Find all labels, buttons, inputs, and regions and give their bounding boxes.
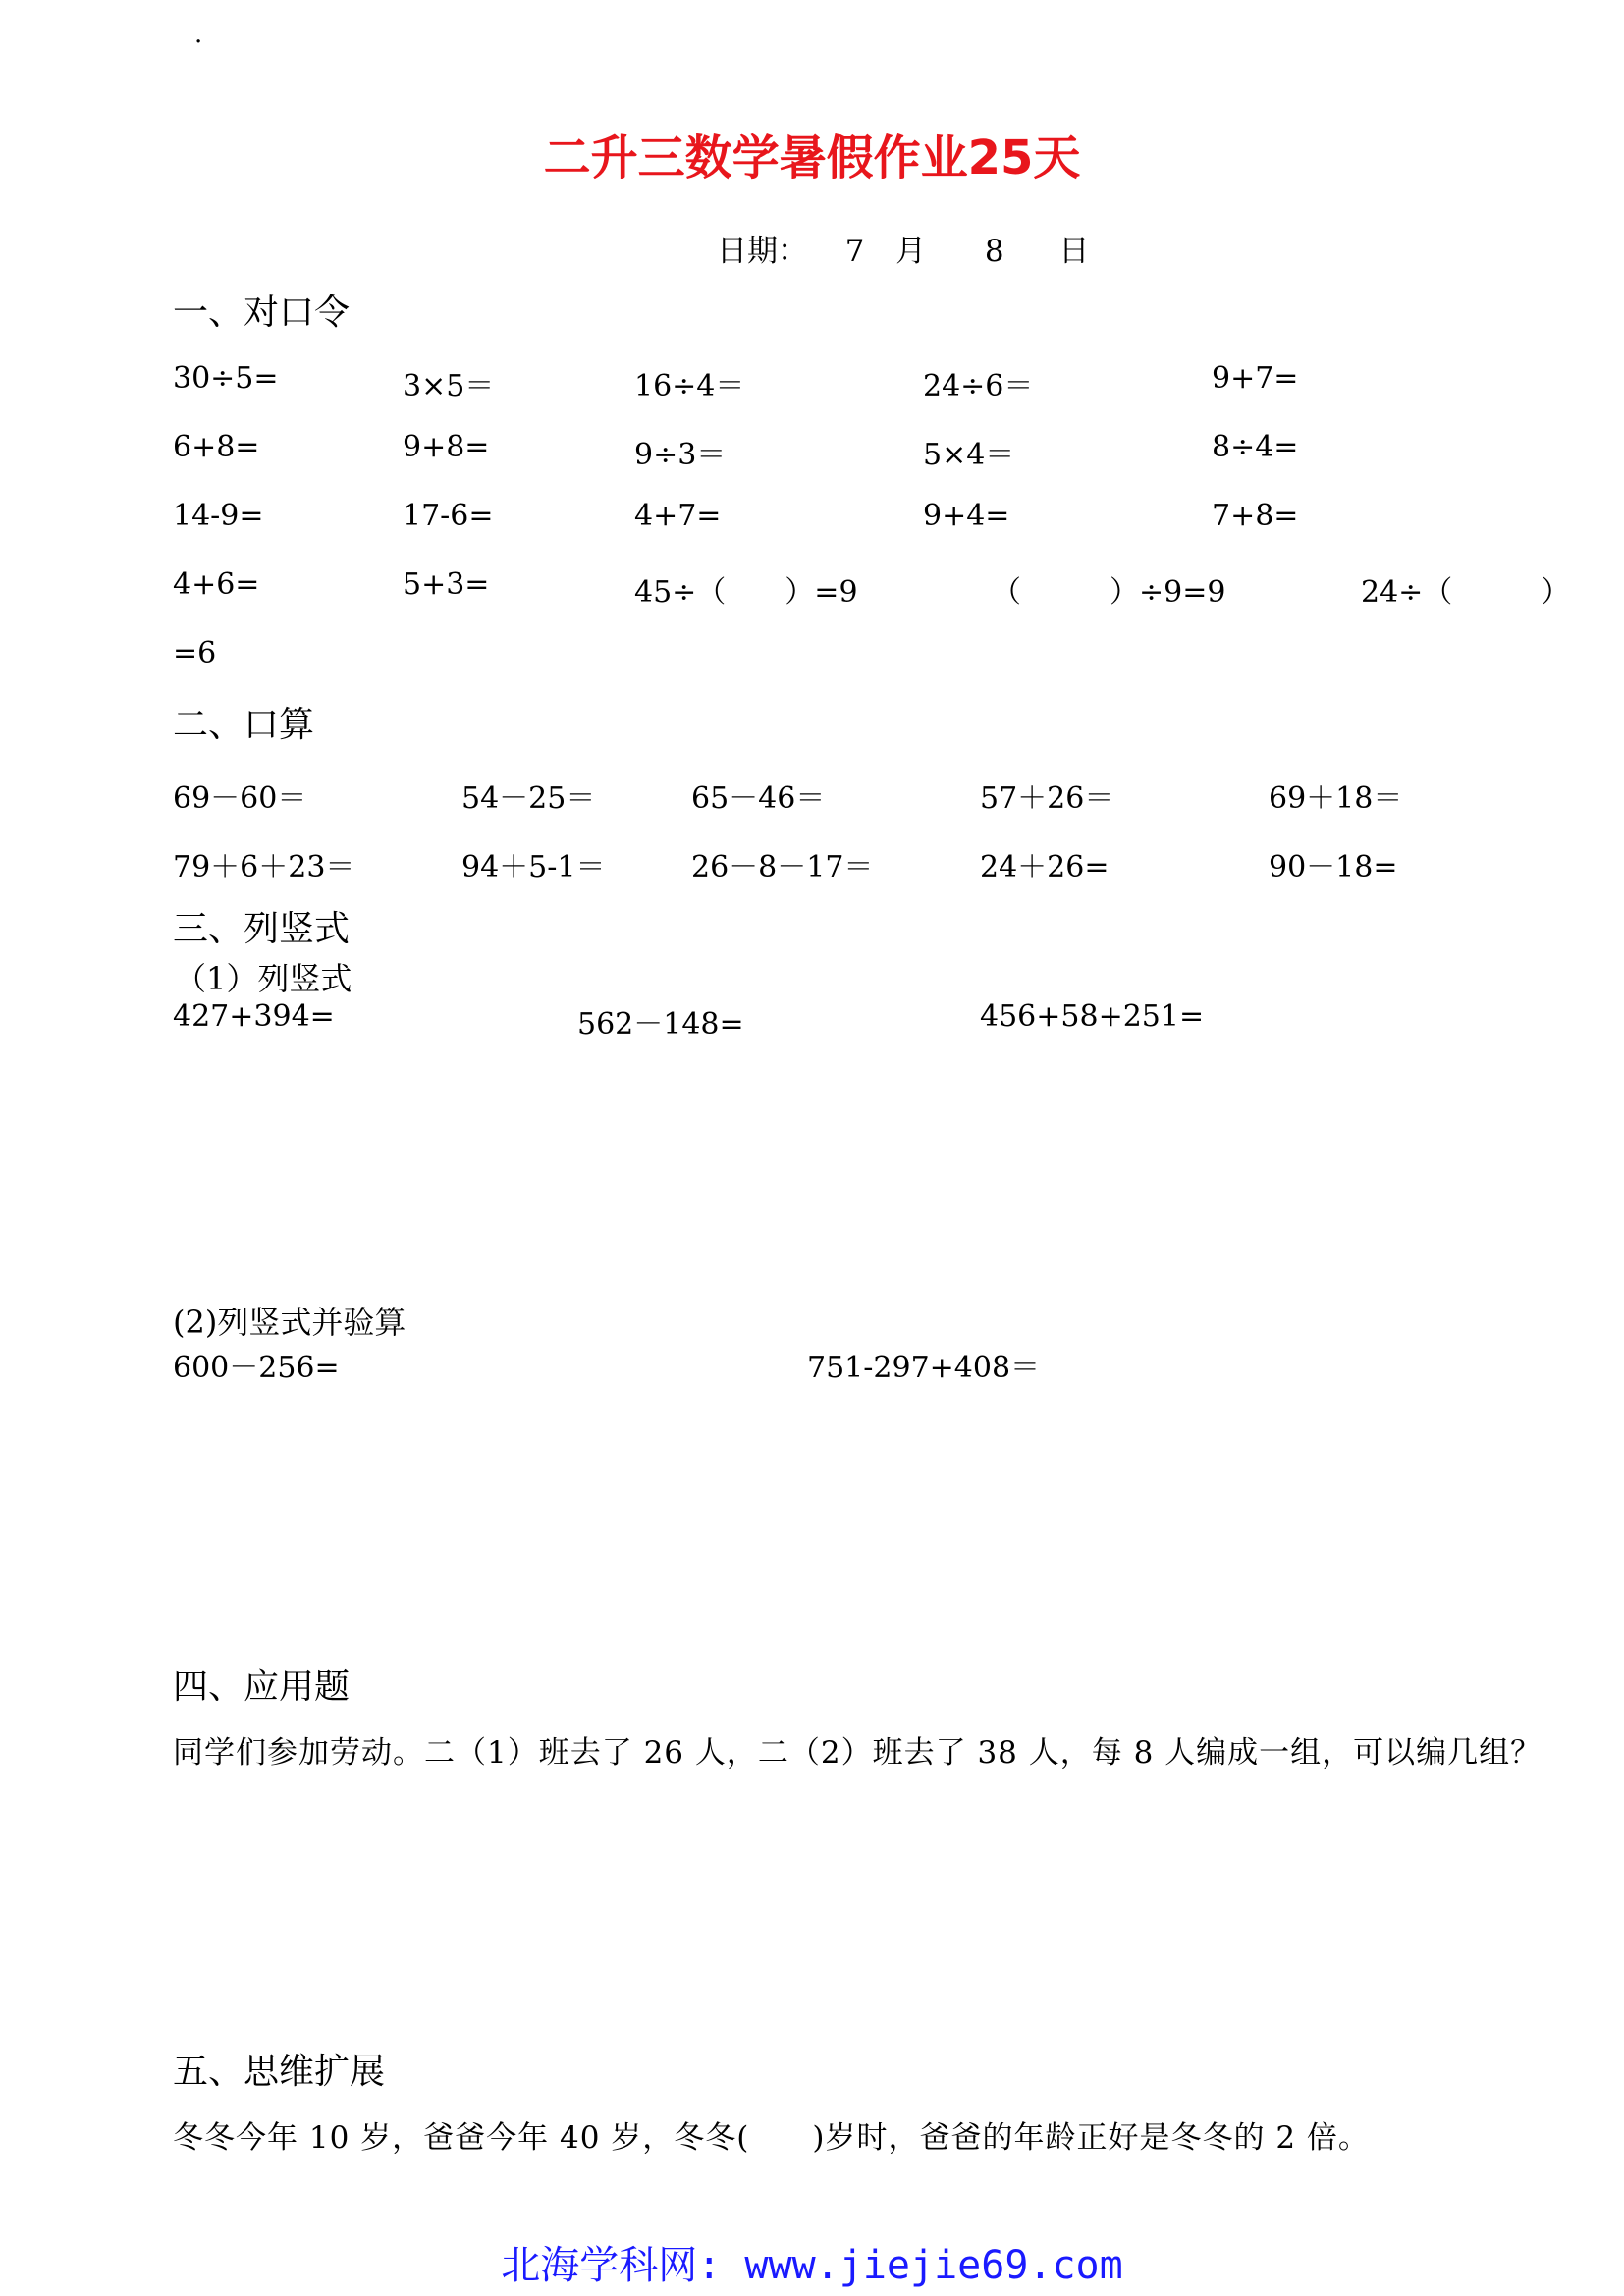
oral-item: 4+6= <box>173 567 260 602</box>
footer-watermark: 北海学科网: www.jiejie69.com <box>501 2243 1123 2288</box>
vertical-check-item: 600－256= <box>173 1351 340 1385</box>
oral-item-wrap: =6 <box>173 636 217 670</box>
oral-item: 14-9= <box>173 499 264 533</box>
corner-dot: · <box>194 27 203 57</box>
mental-item: 65－46＝ <box>691 781 826 816</box>
vertical-item: 427+394= <box>173 999 335 1034</box>
oral-item: 16÷4＝ <box>634 369 745 403</box>
date-day: 8 <box>984 234 1004 269</box>
mental-item: 24＋26= <box>980 850 1110 884</box>
vertical-item: 456+58+251= <box>980 999 1205 1034</box>
section-3-heading: 三、列竖式 <box>173 909 351 949</box>
oral-item: 3×5＝ <box>403 369 495 403</box>
mental-item: 90－18= <box>1269 850 1398 884</box>
mental-item: 57＋26＝ <box>980 781 1114 816</box>
date-month-unit: 月 <box>895 234 927 269</box>
mental-item: 69－60＝ <box>173 781 307 816</box>
oral-item: 24÷（ ） <box>1361 575 1571 610</box>
oral-item: 9+8= <box>403 430 490 464</box>
oral-item: 30÷5= <box>173 361 279 396</box>
mental-item: 94＋5-1＝ <box>461 850 606 884</box>
date-line <box>717 226 1089 270</box>
date-month: 7 <box>844 234 865 269</box>
oral-item: 17-6= <box>403 499 494 533</box>
oral-item: 5+3= <box>403 567 490 602</box>
oral-item: 5×4＝ <box>923 438 1015 472</box>
vertical-check-item: 751-297+408＝ <box>807 1351 1041 1385</box>
mental-item: 79＋6＋23＝ <box>173 850 355 884</box>
oral-item: 9+7= <box>1212 361 1299 396</box>
thinking-problem: 冬冬今年 10 岁，爸爸今年 40 岁，冬冬( )岁时，爸爸的年龄正好是冬冬的 2 倍。 <box>173 2120 1370 2156</box>
oral-item: 9+4= <box>923 499 1010 533</box>
oral-item: 4+7= <box>634 499 722 533</box>
oral-item: 45÷（ ）=9 <box>634 575 858 610</box>
oral-item: （ ）÷9=9 <box>992 575 1226 610</box>
oral-item: 6+8= <box>173 430 260 464</box>
mental-item: 26－8－17＝ <box>691 850 874 884</box>
subsection-2-label: (2)列竖式并验算 <box>173 1304 406 1341</box>
section-1-heading: 一、对口令 <box>173 293 351 333</box>
oral-item: 8÷4= <box>1212 430 1299 464</box>
section-5-heading: 五、思维扩展 <box>173 2052 386 2092</box>
page-title: 二升三数学暑假作业25天 <box>543 131 1081 186</box>
oral-item: 7+8= <box>1212 499 1299 533</box>
oral-item: 9÷3＝ <box>634 438 727 472</box>
vertical-item: 562－148= <box>577 1007 744 1041</box>
date-day-unit: 日 <box>1058 234 1090 269</box>
mental-item: 69＋18＝ <box>1269 781 1403 816</box>
oral-item: 24÷6＝ <box>923 369 1034 403</box>
word-problem: 同学们参加劳动。二（1）班去了 26 人，二（2）班去了 38 人，每 8 人编成一组，可以编几组？ <box>173 1735 1543 1771</box>
section-4-heading: 四、应用题 <box>173 1667 351 1707</box>
date-label: 日期： <box>717 234 808 269</box>
mental-item: 54－25＝ <box>461 781 596 816</box>
section-2-heading: 二、口算 <box>173 705 315 745</box>
subsection-1-label: （1）列竖式 <box>175 960 352 997</box>
